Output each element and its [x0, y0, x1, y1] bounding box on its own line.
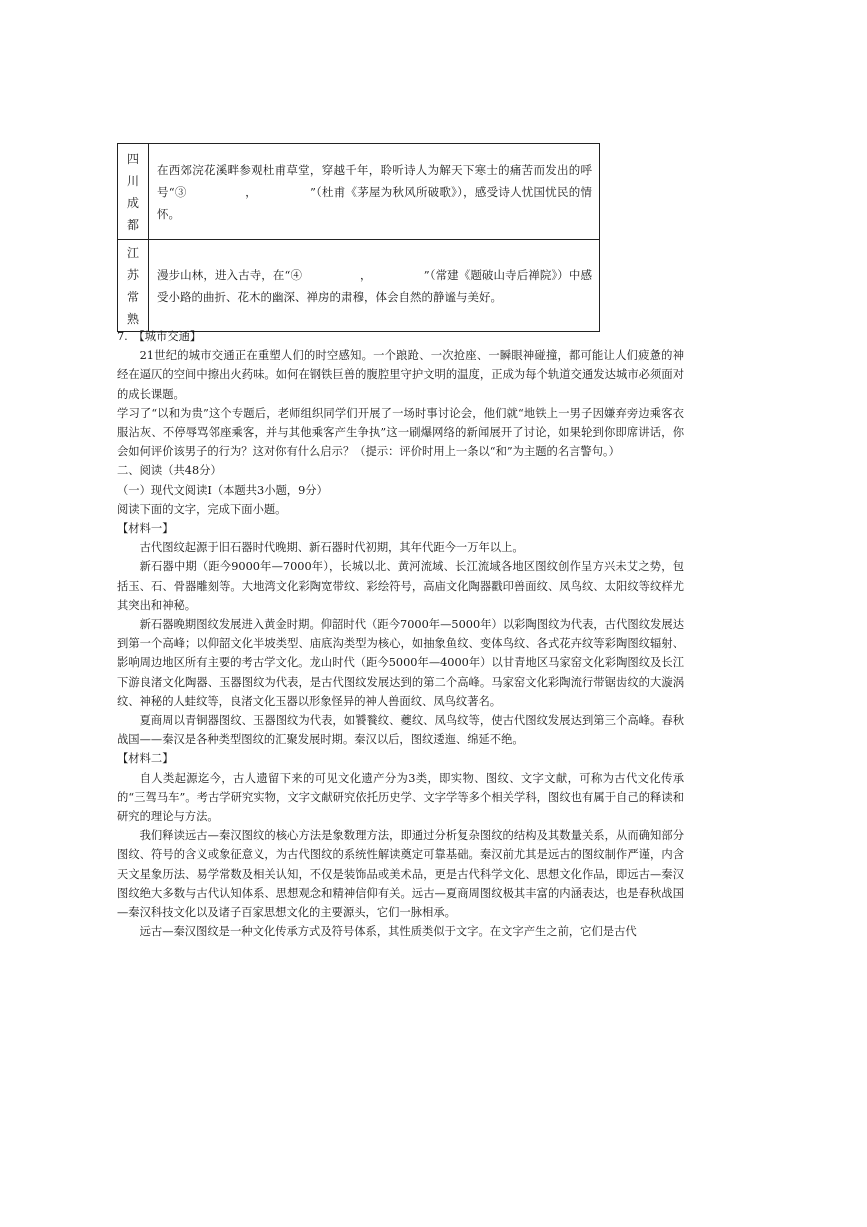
place-char: 常: [126, 289, 139, 304]
paragraph: 21世纪的城市交通正在重塑人们的时空感知。一个踉跄、一次抢座、一瞬眼神碰撞，都可能让人们疲惫的神经在逼仄的空间中擦出火药味。如何在钢铁巨兽的腹腔里守护文明的温度，正成为每个轨道交通发达城市必须面对的成长课题。: [117, 349, 684, 401]
description-cell: 漫步山林，进入古寺，在“④ ， ”（常建《题破山寺后禅院》）中感受小路的曲折、花木的幽深、禅房的肃穆，体会自然的静谧与美好。: [149, 240, 600, 332]
place-char: 四: [126, 151, 139, 166]
place-char: 川: [126, 173, 139, 188]
place-char: 都: [126, 217, 139, 232]
material-heading: 【材料二】: [117, 752, 174, 766]
document-body: [117, 327, 684, 942]
question-heading: 7. 【城市交通】: [117, 330, 202, 343]
description-cell: 在西郊浣花溪畔参观杜甫草堂，穿越千年，聆听诗人为解天下寒士的痛苦而发出的呼号“③ ， ”（杜甫《茅屋为秋风所破歌》），感受诗人忧国忧民的情怀。: [149, 144, 600, 240]
section-heading: 二、阅读（共48分）: [117, 464, 222, 478]
place-char: 成: [126, 195, 139, 210]
paragraph: 夏商周以青铜器图纹、玉器图纹为代表，如饕餮纹、夔纹、凤鸟纹等，使古代图纹发展达到第三个高峰。春秋战国——秦汉是各种类型图纹的汇聚发展时期。秦汉以后，图纹逶迤、绵延不绝。: [117, 714, 684, 747]
paragraph: 古代图纹起源于旧石器时代晚期、新石器时代初期，其年代距今一万年以上。: [139, 541, 524, 555]
place-cell: [118, 144, 149, 240]
place-char: 苏: [126, 267, 139, 282]
place-cell: [118, 240, 149, 332]
paragraph: 我们释读远古—秦汉图纹的核心方法是象数理方法，即通过分析复杂图纹的结构及其数量关系，从而确知部分图纹、符号的含义或象征意义，为古代图纹的系统性解读奠定可靠基础。秦汉前尤其是远古的图纹制作严谨，内含天文星象历法、易学常数及相关认知，不仅是装饰品或美术品，更是古代科学文化、思想文化作品，即远古—秦汉图纹绝大多数与古代认知体系、思想观念和精神信仰有关。远古—夏商周图纹极其丰富的内涵表达，也是春秋战国—秦汉科技文化以及诸子百家思想文化的主要源头，它们一脉相承。: [117, 829, 684, 920]
subsection-heading: （一）现代文阅读Ⅰ（本题共3小题，9分）: [117, 483, 328, 497]
instruction: 阅读下面的文字，完成下面小题。: [117, 502, 287, 516]
paragraph: 新石器中期（距今9000年—7000年），长城以北、黄河流域、长江流域各地区图纹创作呈方兴未艾之势，包括玉、石、骨器雕刻等。大地湾文化彩陶宽带纹、彩绘符号，高庙文化陶器戳印兽面纹、凤鸟纹、太阳纹等纹样尤其突出和神秘。: [117, 560, 684, 612]
table-row: [118, 240, 600, 332]
paragraph: 新石器晚期图纹发展进入黄金时期。仰韶时代（距今7000年—5000年）以彩陶图纹为代表，古代图纹发展达到第一个高峰；以仰韶文化半坡类型、庙底沟类型为核心，如抽象鱼纹、变体鸟纹、各式花卉纹等彩陶图纹辐射、影响周边地区所有主要的考古学文化。龙山时代（距今5000年—4000年）以甘青地区马家窑文化彩陶图纹及长江下游良渚文化陶器、玉器图纹为代表，是古代图纹发展达到的第二个高峰。马家窑文化彩陶流行带锯齿纹的大漩涡纹、神秘的人蛙纹等，良渚文化玉器以形象怪异的神人兽面纹、凤鸟纹著名。: [117, 618, 684, 708]
paragraph: 学习了“以和为贵”这个专题后，老师组织同学们开展了一场时事讨论会，他们就“地铁上一男子因嫌弃旁边乘客衣服沾灰、不停辱骂邻座乘客，并与其他乘客产生争执”这一刷爆网络的新闻展开了讨论，如果轮到你即席讲话，你会如何评价该男子的行为？这对你有什么启示？（提示：评价时用上一条以“和”为主题的名言警句。）: [117, 406, 684, 459]
place-char: 熟: [126, 311, 139, 326]
material-heading: 【材料一】: [117, 522, 174, 536]
place-char: 江: [126, 245, 139, 260]
paragraph: 自人类起源迄今，古人遗留下来的可见文化遗产分为3类，即实物、图纹、文字文献，可称为古代文化传承的“三驾马车”。考古学研究实物，文字文献研究依托历史学、文字学等多个相关学科，图纹也有属于自己的释读和研究的理论与方法。: [117, 771, 684, 824]
paragraph: 远古—秦汉图纹是一种文化传承方式及符号体系，其性质类似于文字。在文字产生之前，它们是古代: [139, 925, 637, 939]
itinerary-table: [117, 143, 600, 332]
table-row: [118, 144, 600, 240]
